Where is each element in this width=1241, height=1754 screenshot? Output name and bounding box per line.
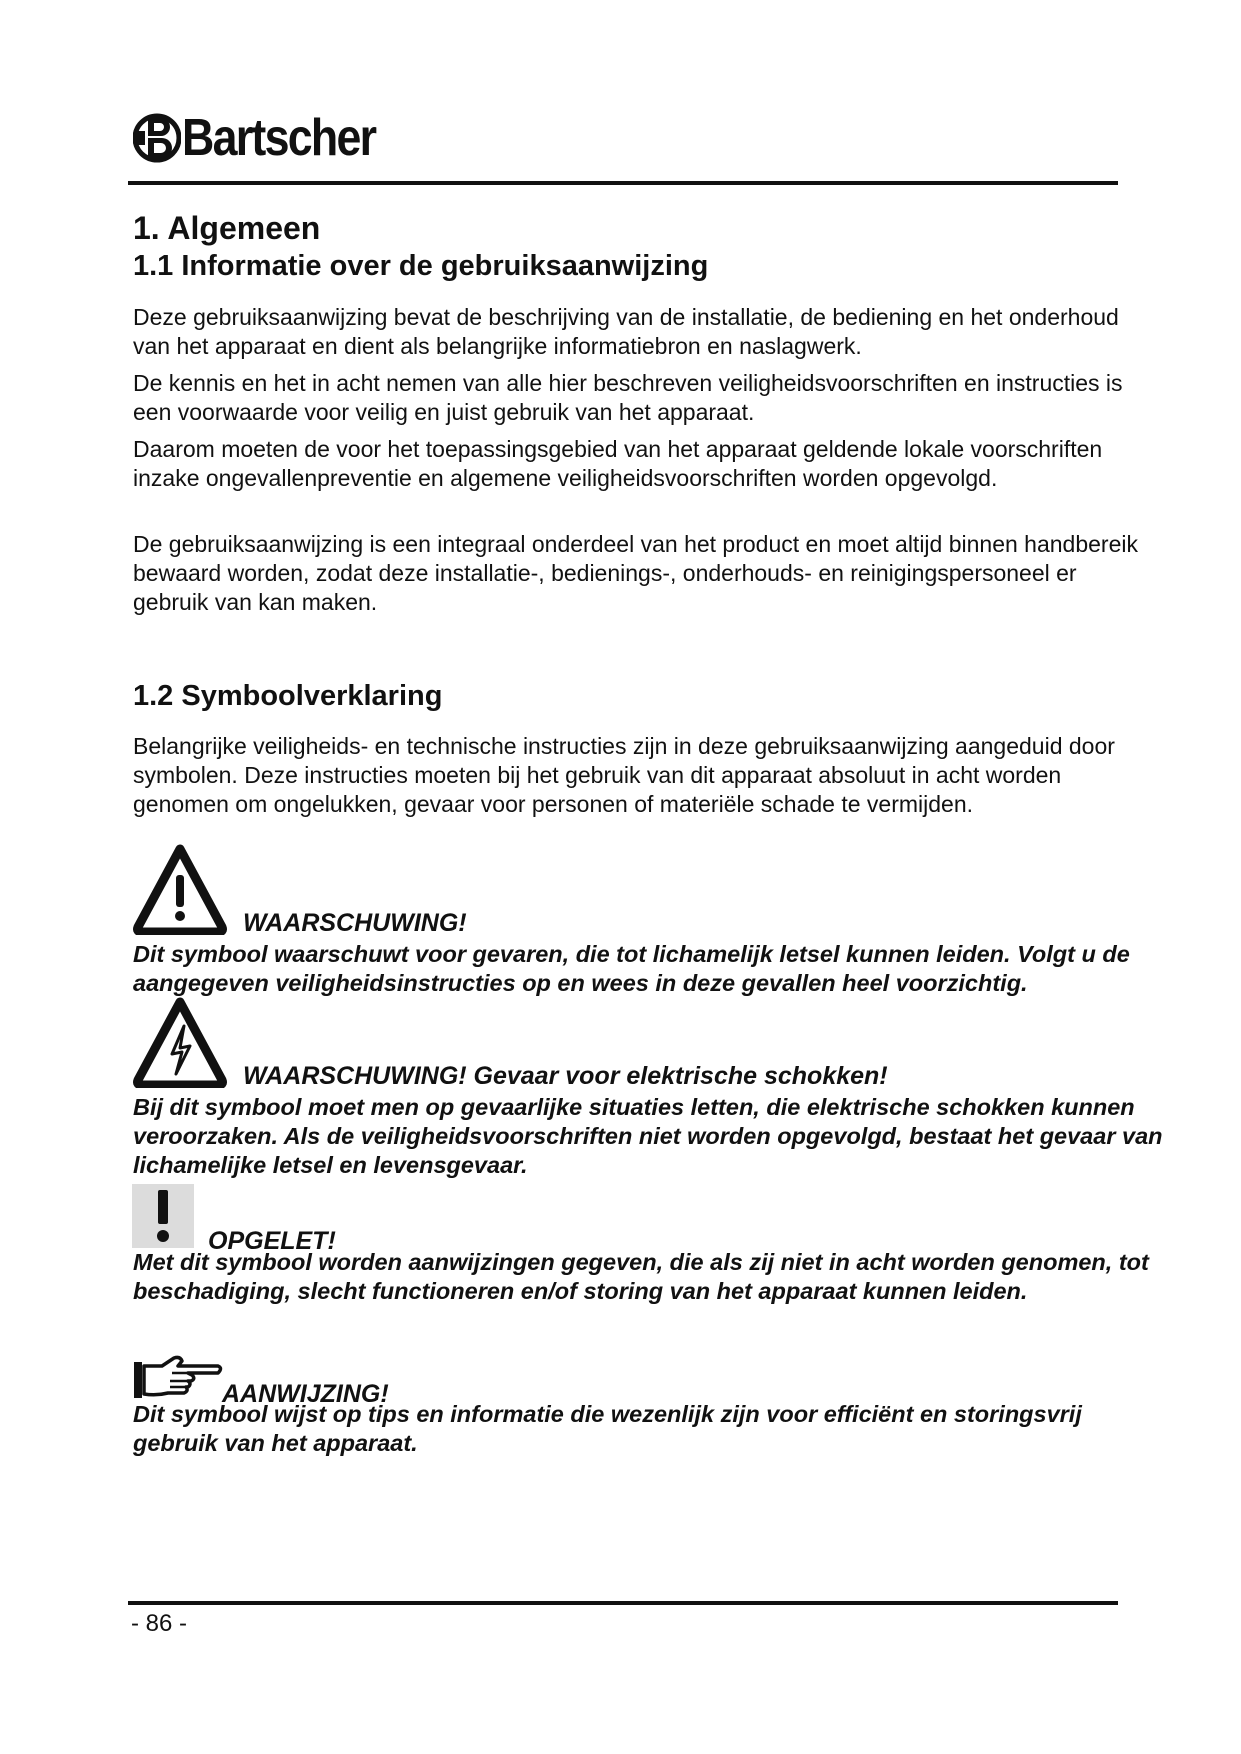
- caution-exclamation-icon: [132, 1184, 194, 1248]
- bartscher-logo: [133, 100, 407, 175]
- subsection-title-1-2: 1.2 Symboolverklaring: [133, 680, 443, 712]
- caution-description: Met dit symbool worden aanwijzingen gegeven, die als zij niet in acht worden genomen, tot beschadiging, slecht functioneren en/of storing van het apparaat kunnen leiden.: [133, 1249, 1149, 1304]
- note-description: Dit symbool wijst op tips en informatie die wezenlijk zijn voor efficiënt en storingsvrij gebruik van het apparaat.: [133, 1401, 1082, 1456]
- page-number: - 86 -: [131, 1610, 188, 1637]
- note-title: AANWIJZING!: [222, 1380, 389, 1408]
- warning-title: WAARSCHUWING!: [243, 909, 467, 937]
- symbols-intro-paragraph: Belangrijke veiligheids- en technische instructies zijn in deze gebruiksaanwijzing aangeduid door symbolen. Deze instructies moeten bij het gebruik van dit apparaat absoluut in acht worden genomen om ongelukken, gevaar voor personen of materiële schade te vermijden.: [133, 733, 1115, 817]
- paragraph: De gebruiksaanwijzing is een integraal onderdeel van het product en moet altijd binnen handbereik bewaard worden, zodat deze installatie-, bedienings-, onderhouds- en reinigingspersoneel er gebruik van kan maken.: [133, 531, 1138, 615]
- warning-triangle-icon: [132, 843, 228, 935]
- paragraph: De kennis en het in acht nemen van alle hier beschreven veiligheidsvoorschriften en instructies is een voorwaarde voor veilig en juist gebruik van het apparaat.: [133, 370, 1123, 425]
- warning-description: Dit symbool waarschuwt voor gevaren, die tot lichamelijk letsel kunnen leiden. Volgt u de aangegeven veiligheidsinstructies op en wees in deze gevallen heel voorzichtig.: [133, 941, 1130, 996]
- electric-warning-title: WAARSCHUWING! Gevaar voor elektrische schokken!: [243, 1062, 888, 1090]
- caution-title: OPGELET!: [208, 1227, 336, 1255]
- electric-shock-warning-icon: [132, 996, 228, 1088]
- pointing-hand-icon: [132, 1354, 224, 1402]
- paragraph: Daarom moeten de voor het toepassingsgebied van het apparaat geldende lokale voorschriften inzake ongevallenpreventie en algemene veiligheidsvoorschriften worden opgevolgd.: [133, 436, 1103, 491]
- section-title: 1. Algemeen: [133, 210, 321, 246]
- subsection-title-1-1: 1.1 Informatie over de gebruiksaanwijzing: [133, 250, 709, 282]
- logo-wordmark: Bartscher: [182, 108, 376, 167]
- footer-divider: [128, 1601, 1118, 1605]
- electric-warning-description: Bij dit symbool moet men op gevaarlijke situaties letten, die elektrische schokken kunnen veroorzaken. Als de veiligheidsvoorschriften niet worden opgevolgd, bestaat het gevaar van lichamelijke letsel en levensgevaar.: [133, 1094, 1163, 1178]
- header-divider: [128, 181, 1118, 185]
- paragraph: Deze gebruiksaanwijzing bevat de beschrijving van de installatie, de bediening en het onderhoud van het apparaat en dient als belangrijke informatiebron en naslagwerk.: [133, 304, 1119, 359]
- logo-b-emblem-icon: [133, 107, 181, 169]
